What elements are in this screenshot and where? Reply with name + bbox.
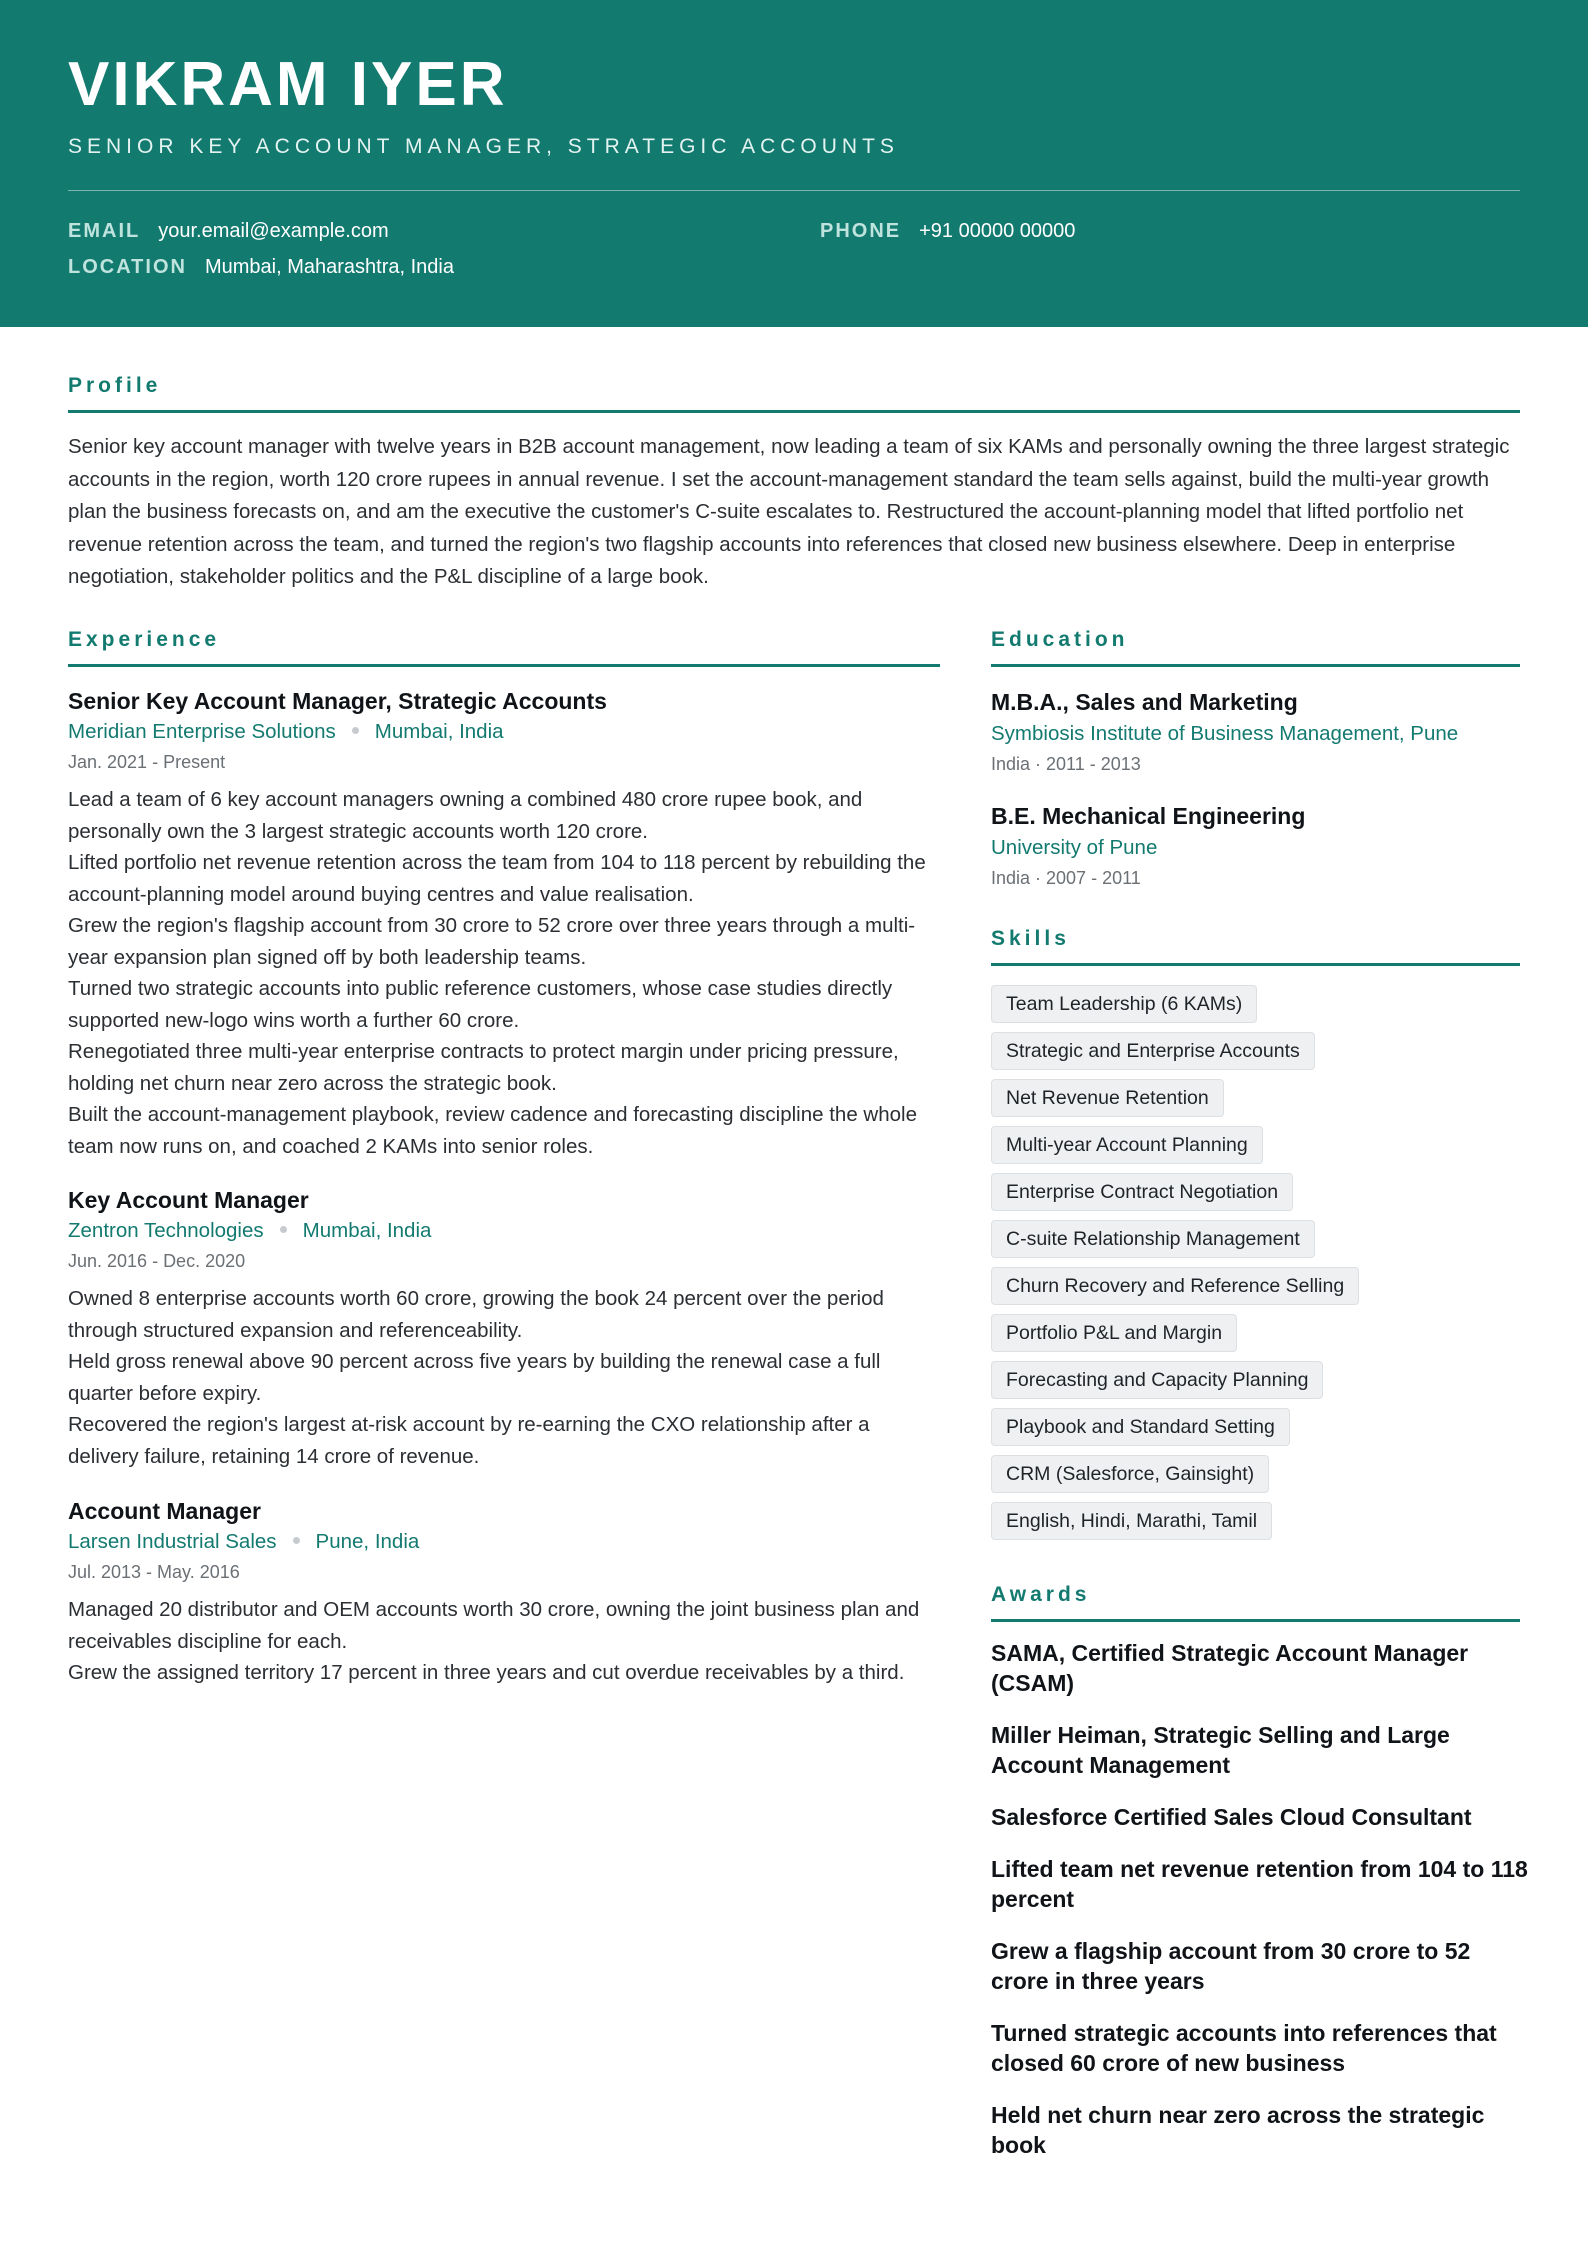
skill-chip: Forecasting and Capacity Planning	[991, 1361, 1323, 1399]
education-entry	[991, 800, 1531, 892]
job-dates: Jan. 2021 - Present	[68, 752, 226, 772]
awards-list	[991, 1638, 1531, 2182]
location-value: Mumbai, Maharashtra, India	[204, 256, 454, 278]
awards-heading: Awards	[991, 1583, 1091, 1606]
profile-heading: Profile	[68, 374, 162, 397]
email-value[interactable]: your.email@example.com	[158, 220, 389, 242]
education-heading: Education	[991, 628, 1129, 651]
job-location: Mumbai, India	[374, 720, 504, 743]
profile-summary: Senior key account manager with twelve years in B2B account management, now leading a team of six KAMs and personally owning the three largest strategic accounts in the region, worth 120 crore rupees in annual revenue. I set the account-management standard the team sells against, build the multi-year growth plan the business forecasts on, and am the executive the customer's C-suite escalates to. Restructured the account-planning model that lifted portfolio net revenue retention across the team, and turned the region's two flagship accounts into references that closed new business elsewhere. Deep in enterprise negotiation, stakeholder politics and the P&L discipline of a large book.	[68, 435, 1510, 588]
award-item: SAMA, Certified Strategic Account Manager (CSAM)	[991, 1640, 1469, 1696]
skill-chip: Strategic and Enterprise Accounts	[991, 1032, 1315, 1070]
job-bullet: Owned 8 enterprise accounts worth 60 crore, growing the book 24 percent over the period through structured expansion and referenceability.	[68, 1287, 884, 1342]
phone-value[interactable]: +91 00000 00000	[919, 220, 1076, 242]
award-item: Salesforce Certified Sales Cloud Consultant	[991, 1804, 1472, 1830]
job-entry	[68, 1185, 940, 1472]
job-dates: Jul. 2013 - May. 2016	[68, 1562, 240, 1582]
job-location: Pune, India	[315, 1530, 420, 1553]
job-bullet: Grew the assigned territory 17 percent in three years and cut overdue receivables by a third.	[68, 1661, 905, 1684]
job-entry	[68, 1496, 940, 1689]
degree-title: M.B.A., Sales and Marketing	[991, 689, 1298, 715]
resume-header	[0, 0, 1588, 327]
phone-label: PHONE	[820, 220, 902, 242]
job-title: Account Manager	[68, 1498, 261, 1524]
location-label: LOCATION	[68, 256, 187, 278]
skill-chip: C-suite Relationship Management	[991, 1220, 1315, 1258]
school-name: Symbiosis Institute of Business Management, Pune	[991, 722, 1459, 745]
experience-divider	[68, 664, 940, 667]
job-dates: Jun. 2016 - Dec. 2020	[68, 1251, 246, 1271]
job-bullet: Held gross renewal above 90 percent across five years by building the renewal case a full quarter before expiry.	[68, 1350, 881, 1405]
job-company-location	[68, 716, 940, 748]
skill-chip: Team Leadership (6 KAMs)	[991, 985, 1257, 1023]
job-bullet: Recovered the region's largest at-risk account by re-earning the CXO relationship after a delivery failure, retaining 14 crore of revenue.	[68, 1413, 870, 1468]
award-item: Grew a flagship account from 30 crore to 52 crore in three years	[991, 1938, 1471, 1994]
job-company-location	[68, 1526, 940, 1558]
job-company-location	[68, 1215, 940, 1247]
award-item: Miller Heiman, Strategic Selling and Large Account Management	[991, 1722, 1450, 1778]
header-divider	[68, 190, 1520, 191]
skill-chip: Portfolio P&L and Margin	[991, 1314, 1237, 1352]
skill-chip: Playbook and Standard Setting	[991, 1408, 1290, 1446]
award-item: Lifted team net revenue retention from 104 to 118 percent	[991, 1856, 1528, 1912]
job-bullet: Lead a team of 6 key account managers owning a combined 480 crore rupee book, and personally own the 3 largest strategic accounts worth 120 crore.	[68, 788, 863, 843]
candidate-title: SENIOR KEY ACCOUNT MANAGER, STRATEGIC ACCOUNTS	[68, 135, 899, 158]
skills-divider	[991, 963, 1520, 966]
skill-chip: Net Revenue Retention	[991, 1079, 1224, 1117]
separator-dot	[352, 727, 359, 734]
job-company: Meridian Enterprise Solutions	[68, 720, 336, 743]
skill-chip: Churn Recovery and Reference Selling	[991, 1267, 1359, 1305]
job-bullet: Renegotiated three multi-year enterprise contracts to protect margin under pricing pressure, holding net churn near zero across the strategic book.	[68, 1040, 899, 1095]
separator-dot	[280, 1226, 287, 1233]
job-title: Key Account Manager	[68, 1187, 309, 1213]
award-item: Held net churn near zero across the strategic book	[991, 2102, 1485, 2158]
award-item: Turned strategic accounts into references that closed 60 crore of new business	[991, 2020, 1497, 2076]
education-entry	[991, 686, 1531, 778]
job-bullet: Turned two strategic accounts into public reference customers, whose case studies directly supported new-logo wins worth a further 60 crore.	[68, 977, 893, 1032]
skill-chip: CRM (Salesforce, Gainsight)	[991, 1455, 1269, 1493]
contact-email	[68, 218, 389, 244]
profile-divider	[68, 410, 1520, 413]
contact-phone	[820, 218, 1075, 244]
job-location: Mumbai, India	[302, 1219, 432, 1242]
education-meta: India · 2007 - 2011	[991, 868, 1141, 888]
job-bullet: Lifted portfolio net revenue retention across the team from 104 to 118 percent by rebuilding the account-planning model around buying centres and value realisation.	[68, 851, 926, 906]
school-name: University of Pune	[991, 836, 1158, 859]
skill-chip: English, Hindi, Marathi, Tamil	[991, 1502, 1272, 1540]
education-meta: India · 2011 - 2013	[991, 754, 1141, 774]
skill-chip: Enterprise Contract Negotiation	[991, 1173, 1293, 1211]
experience-heading: Experience	[68, 628, 221, 651]
skills-heading: Skills	[991, 927, 1070, 950]
job-entry	[68, 686, 940, 1162]
job-company: Zentron Technologies	[68, 1219, 264, 1242]
degree-title: B.E. Mechanical Engineering	[991, 803, 1306, 829]
separator-dot	[293, 1537, 300, 1544]
email-label: EMAIL	[68, 220, 141, 242]
job-company: Larsen Industrial Sales	[68, 1530, 277, 1553]
contact-location	[68, 254, 454, 280]
skill-chip: Multi-year Account Planning	[991, 1126, 1263, 1164]
job-title: Senior Key Account Manager, Strategic Accounts	[68, 688, 607, 714]
skills-list	[991, 985, 1531, 1549]
job-bullet: Built the account-management playbook, review cadence and forecasting discipline the whole team now runs on, and coached 2 KAMs into senior roles.	[68, 1103, 917, 1158]
job-bullet: Grew the region's flagship account from 30 crore to 52 crore over three years through a multi-year expansion plan signed off by both leadership teams.	[68, 914, 916, 969]
awards-divider	[991, 1619, 1520, 1622]
education-divider	[991, 664, 1520, 667]
candidate-name: VIKRAM IYER	[68, 50, 508, 119]
job-bullet: Managed 20 distributor and OEM accounts worth 30 crore, owning the joint business plan and receivables discipline for each.	[68, 1598, 920, 1653]
